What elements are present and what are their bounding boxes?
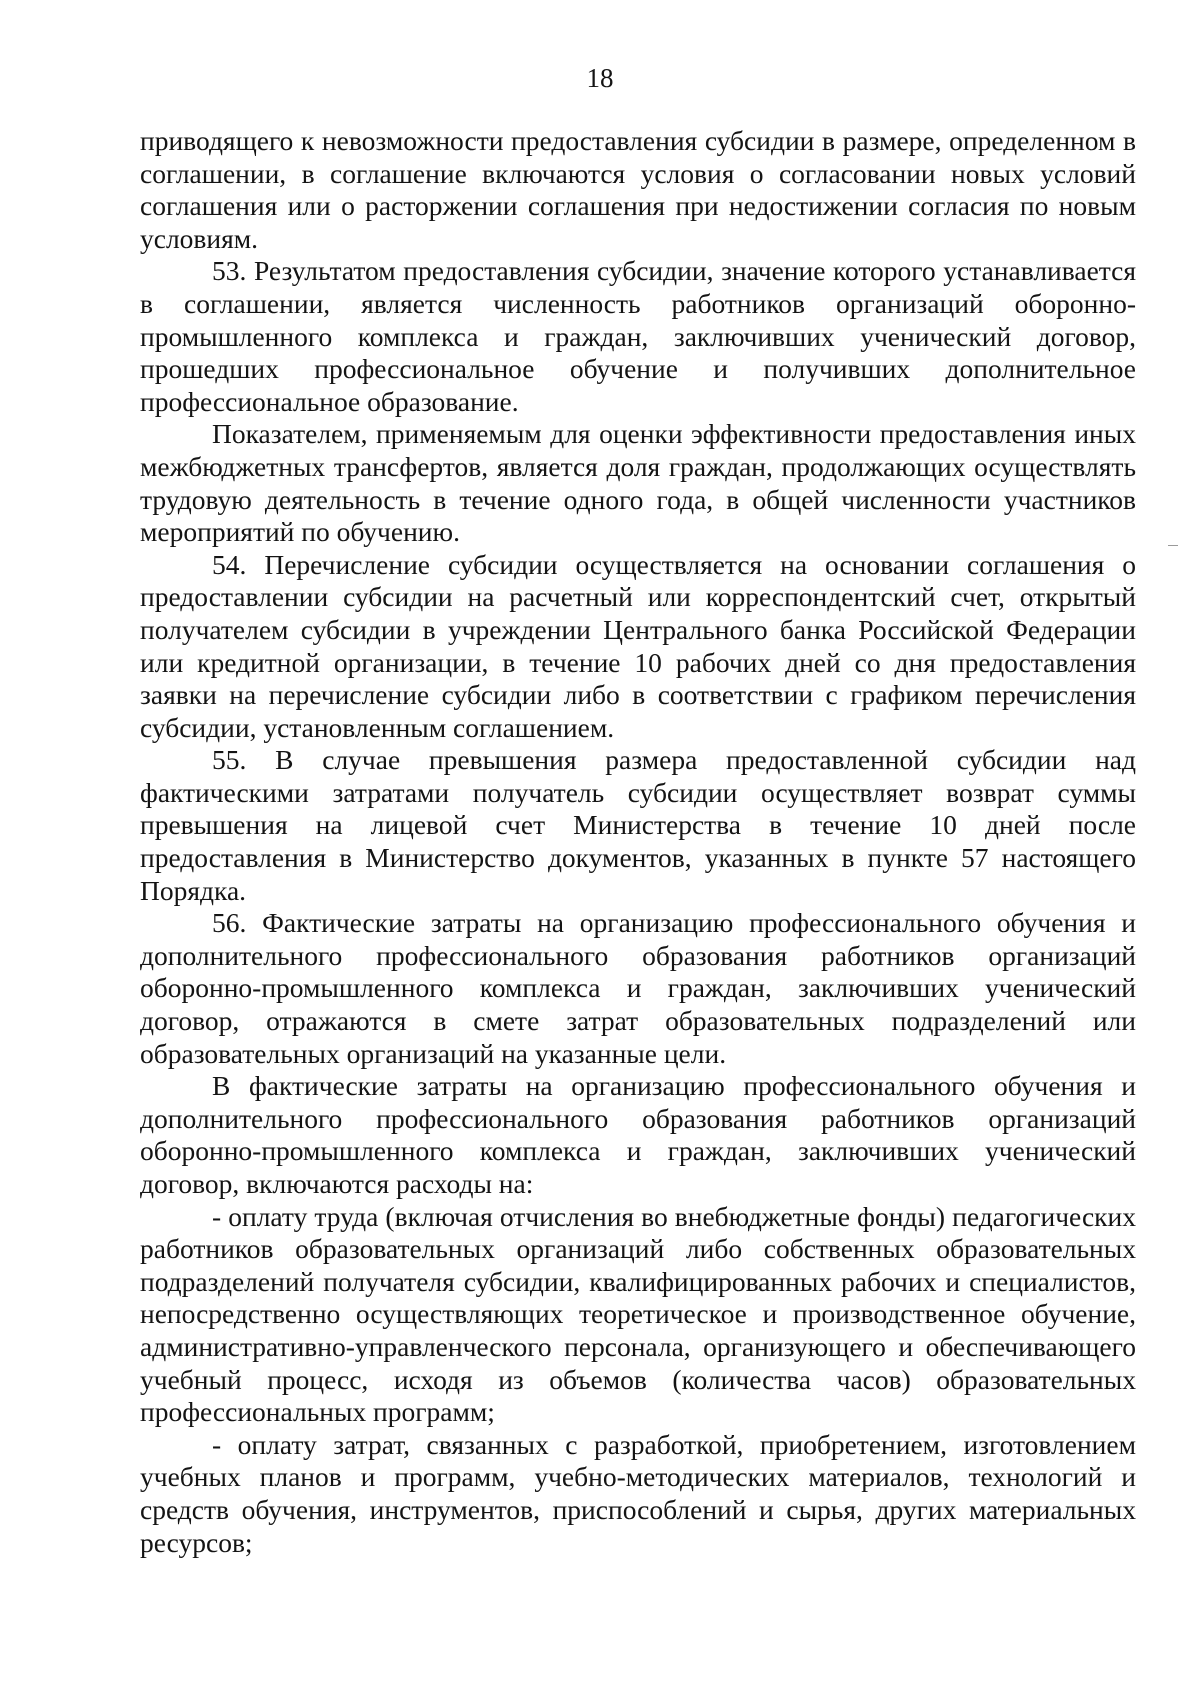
page-number: 18 xyxy=(586,63,614,93)
paragraph-55: 55. В случае превышения размера предоставленной субсидии над фактическими затратами получатель субсидии осуществляет возврат суммы превышения на лицевой счет Министерства в течение 10 дней после предоставления в Министерство документов, указанных в пункте 57 настоящего Порядка. xyxy=(140,744,1136,906)
document-body xyxy=(140,125,1136,1559)
paragraph-54: 54. Перечисление субсидии осуществляется на основании соглашения о предоставлении субсидии на расчетный или корреспондентский счет, открытый получателем субсидии в учреждении Центрального банка Российской Федерации или кредитной организации, в течение 10 рабочих дней со дня предоставления заявки на перечисление субсидии либо в соответствии с графиком перечисления субсидии, установленным соглашением. xyxy=(140,548,1136,743)
paragraph-53: 53. Результатом предоставления субсидии, значение которого устанавливается в соглашении, является численность работников организаций оборонно-промышленного комплекса и граждан, заключивших ученический договор, прошедших профессиональное обучение и получивших дополнительное профессиональное образование. xyxy=(140,255,1136,417)
paragraph-continuation: приводящего к невозможности предоставления субсидии в размере, определенном в соглашении, в соглашение включаются условия о согласовании новых условий соглашения или о расторжении соглашения при недостижении согласия по новым условиям. xyxy=(140,125,1136,254)
list-item-labor-costs: - оплату труда (включая отчисления во внебюджетные фонды) педагогических работников образовательных организаций либо собственных образовательных подразделений получателя субсидии, квалифицированных рабочих и специалистов, непосредственно осуществляющих теоретическое и производственное обучение, административно-управленческого персонала, организующего и обеспечивающего учебный процесс, исходя из объемов (количества часов) образовательных профессиональных программ; xyxy=(140,1200,1136,1428)
list-item-materials-costs: - оплату затрат, связанных с разработкой, приобретением, изготовлением учебных планов и программ, учебно-методических материалов, технологий и средств обучения, инструментов, приспособлений и сырья, других материальных ресурсов; xyxy=(140,1428,1136,1558)
paragraph-actual-costs: В фактические затраты на организацию профессионального обучения и дополнительного профессионального образования работников организаций оборонно-промышленного комплекса и граждан, заключивших ученический договор, включаются расходы на: xyxy=(140,1070,1136,1199)
paragraph-performance-indicator: Показателем, применяемым для оценки эффективности предоставления иных межбюджетных трансфертов, является доля граждан, продолжающих осуществлять трудовую деятельность в течение одного года, в общей численности участников мероприятий по обучению. xyxy=(140,418,1136,548)
scan-edge-mark xyxy=(1168,545,1178,546)
paragraph-56: 56. Фактические затраты на организацию профессионального обучения и дополнительного профессионального образования работников организаций оборонно-промышленного комплекса и граждан, заключивших ученический договор, отражаются в смете затрат образовательных подразделений или образовательных организаций на указанные цели. xyxy=(140,907,1136,1069)
